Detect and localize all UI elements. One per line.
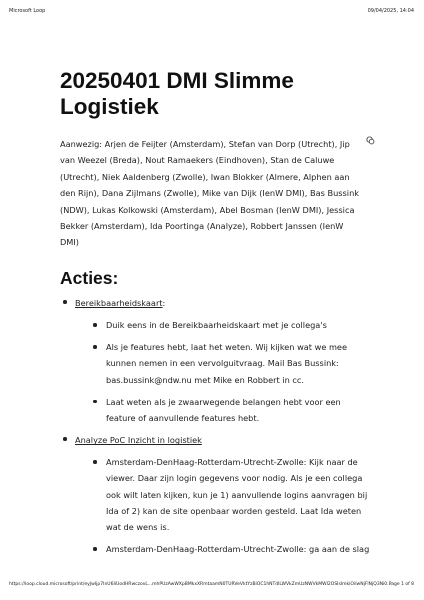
- list-item: Duik eens in de Bereikbaarheidskaart met je collega's: [90, 317, 370, 333]
- link-analyze-poc[interactable]: Analyze PoC Inzicht in logistiek: [75, 435, 202, 446]
- header-app-name: Microsoft Loop: [9, 8, 46, 14]
- list-item: Als je features hebt, laat het weten. Wij kijken wat we mee kunnen nemen in een vervolguitvraag. Mail Bas Bussink: bas.bussink@ndw.nu met Mike en Robbert in cc.: [90, 339, 370, 388]
- list-item: [60, 432, 370, 557]
- page-title: 20250401 DMI Slimme Logistiek: [60, 68, 294, 119]
- list-item: [60, 295, 370, 426]
- list-item: Amsterdam-DenHaag-Rotterdam-Utrecht-Zwolle: Kijk naar de viewer. Daar zijn login gegevens voor nodig. Als je een collega ook wilt laten kijken, kun je 1) aanvullende logins aanvragen bij Ida of 2) kan de site openbaar worden gesteld. Laat Ida weten wat de wens is.: [90, 454, 370, 535]
- footer-url: https://loop.cloud.microsoft/print/eyJwIjp7InU6IiUodHRwczovL...mhPUzAwWXpBMkxXRmtaamN0TURVeVktYzBiOC1hNTdlLWVkZmUzNWVkMWI2OSIsImkiOiIwNjFlNjQ3Ni0...: [9, 582, 392, 587]
- label-suffix: :: [162, 298, 166, 308]
- actions-list: [60, 295, 370, 563]
- list-item: Amsterdam-DenHaag-Rotterdam-Utrecht-Zwolle: ga aan de slag: [90, 541, 370, 557]
- attendees-paragraph: Aanwezig: Arjen de Feijter (Amsterdam), Stefan van Dorp (Utrecht), Jip van Weezel (Breda), Nout Ramaekers (Eindhoven), Stan de Caluwe (Utrecht), Niek Aaldenberg (Zwolle), Iwan Blokker (Almere, Alphen aan den Rijn), Dana Zijlmans (Zwolle), Mike van Dijk (IenW DMI), Bas Bussink (NDW), Lukas Kolkowski (Amsterdam), Abel Bosman (IenW DMI), Jessica Bekker (Amsterdam), Ida Poortinga (Analyze), Robbert Janssen (IenW DMI): [60, 139, 360, 248]
- header-datetime: 09/04/2025, 14:04: [367, 8, 414, 14]
- loop-component-icon[interactable]: [366, 136, 375, 145]
- footer-page-number: Page 1 of 8: [388, 582, 414, 587]
- link-bereikbaarheidskaart[interactable]: Bereikbaarheidskaart: [75, 298, 163, 308]
- list-item: Laat weten als je zwaarwegende belangen hebt voor een feature of aanvullende features hebt.: [90, 394, 370, 426]
- section-heading-acties: Acties:: [60, 268, 119, 288]
